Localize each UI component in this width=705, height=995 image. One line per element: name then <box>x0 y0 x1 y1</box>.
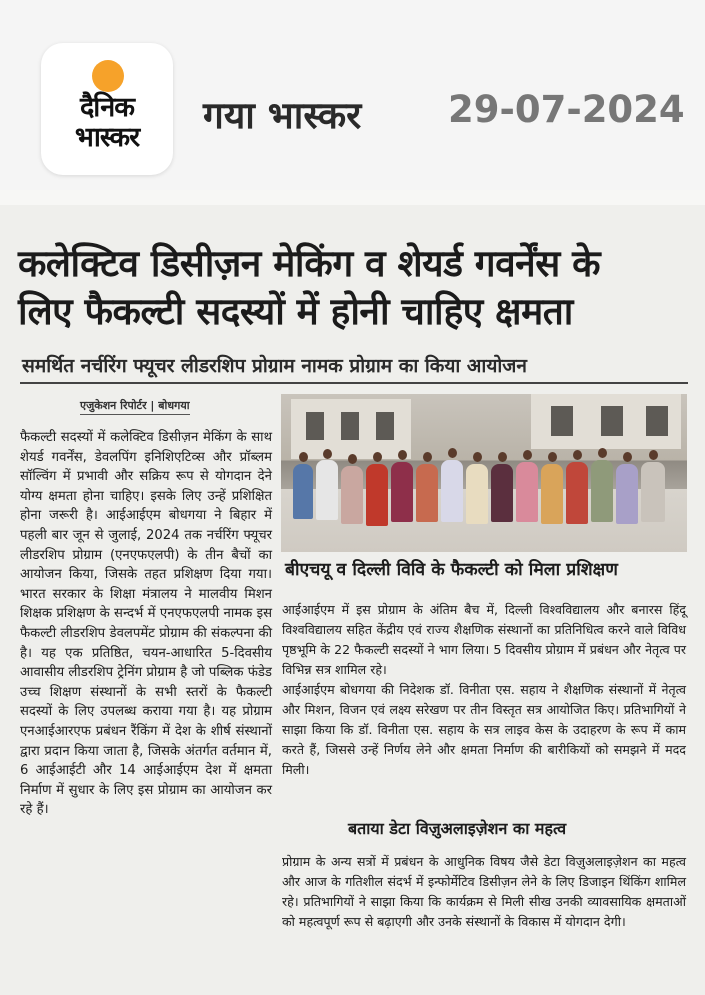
person-head <box>623 452 632 462</box>
right-column <box>282 600 686 780</box>
person-head <box>373 452 382 462</box>
person-head <box>398 450 407 460</box>
person <box>391 462 413 522</box>
building-window <box>341 412 359 440</box>
sub-headline: समर्थित नर्चरिंग फ्यूचर लीडरशिप प्रोग्राम नामक प्रोग्राम का किया आयोजन <box>22 355 527 377</box>
person <box>441 460 463 522</box>
person-head <box>423 452 432 462</box>
person-head <box>348 454 357 464</box>
person <box>293 464 313 519</box>
building-window <box>551 406 573 436</box>
building-window <box>646 406 668 436</box>
right-body-paragraph-2: आईआईएम बोधगया की निदेशक डॉ. विनीता एस. सहाय ने शैक्षणिक संस्थानों में नेतृत्व और मिशन, विजन एवं लक्ष्य सरेखण पर तीन विस्तृत सत्र आयोजित किए। प्रतिभागियों ने साझा किया कि डॉ. विनीता एस. सहाय के सत्र लाइव केस के उदाहरण के रूप में काम करते हैं, जिससे उन्हें निर्णय लेने और क्षमता निर्माण की बारीकियों को समझने में मदद मिली। <box>282 682 686 777</box>
person <box>491 464 513 522</box>
person-head <box>498 452 507 462</box>
section-subheading: बताया डेटा विज़ुअलाइज़ेशन का महत्व <box>348 819 567 838</box>
headline-line-1: कलेक्टिव डिसीज़न मेकिंग व शेयर्ड गवर्नेंस के <box>18 242 601 285</box>
divider <box>20 382 688 384</box>
person <box>591 460 613 522</box>
person <box>641 462 665 522</box>
person <box>341 466 363 524</box>
left-column <box>20 428 272 968</box>
person-head <box>473 452 482 462</box>
building-window <box>376 412 394 440</box>
person-head <box>323 449 332 459</box>
person <box>541 464 563 524</box>
group-photo <box>281 394 687 552</box>
person <box>466 464 488 524</box>
person-head <box>448 448 457 458</box>
right-body-paragraph-1: आईआईएम में इस प्रोग्राम के अंतिम बैच में, दिल्ली विश्वविद्यालय और बनारस हिंदू विश्वविद्यालय सहित केंद्रीय एवं राज्य शैक्षणिक संस्थानों का प्रतिनिधित्व करने वाले विविध पृष्ठभूमि के 22 फैकल्टी सदस्यों ने भाग लिया। 5 दिवसीय प्रोग्राम में प्रबंधन और नेतृत्व पर विभिन्न सत्र शामिल रहे। <box>282 602 686 677</box>
person <box>316 460 338 520</box>
person-head <box>548 452 557 462</box>
byline: एजुकेशन रिपोर्टर | बोधगया <box>80 398 190 415</box>
building-window <box>601 406 623 436</box>
person <box>366 464 388 526</box>
person <box>416 464 438 522</box>
edition-title: गया भास्कर <box>203 94 362 137</box>
edition-date: 29-07-2024 <box>448 88 685 131</box>
dainik-bhaskar-logo <box>41 43 173 175</box>
logo-text-dainik: दैनिक <box>79 92 135 123</box>
headline-line-2: लिए फैकल्टी सदस्यों में होनी चाहिए क्षमता <box>18 290 573 333</box>
sun-logo-icon <box>92 60 124 92</box>
person-head <box>573 450 582 460</box>
right-column-lower <box>282 852 686 932</box>
person-head <box>299 452 308 462</box>
person <box>616 464 638 524</box>
photo-caption: बीएचयू व दिल्ली विवि के फैकल्टी को मिला प्रशिक्षण <box>285 560 618 580</box>
building-window <box>306 412 324 440</box>
left-body-text: फैकल्टी सदस्यों में कलेक्टिव डिसीज़न मेकिंग के साथ शेयर्ड गवर्नेंस, डेवलपिंग इनिशिएटिव्स और प्रॉब्लम सॉल्विंग में प्रभावी और सक्रिय रूप से योगदान देने योग्य क्षमता होना चाहिए। इसके लिए उन्हें प्रशिक्षित होना जरूरी है। आईआईएम बोधगया ने बिहार में पहली बार जून से जुलाई, 2024 तक नर्चरिंग फ्यूचर लीडरशिप प्रोग्राम (एनएफएलपी) के तीन बैचों का आयोजन किया, जिसके तहत प्रशिक्षण दिया गया। भारत सरकार के शिक्षा मंत्रालय ने मालवीय मिशन शिक्षक प्रशिक्षण के सन्दर्भ में एनएफएलपी नामक इस फैकल्टी लीडरशिप डेवलपमेंट प्रोग्राम की संकल्पना की है। यह एक प्रतिष्ठित, चयन-आधारित 5-दिवसीय आवासीय लीडरशिप ट्रेनिंग प्रोग्राम है जो पब्लिक फंडेड उच्च शिक्षण संस्थानों के सभी स्तरों के फैकल्टी सदस्यों के लिए उपलब्ध कराया गया है। यह प्रोग्राम एनआईआरएफ प्रबंधन रैंकिंग में देश के शीर्ष संस्थानों द्वारा प्रदान किया जाता है, जिसके अंतर्गत वर्तमान में, 6 आईआईटी और 14 आईआईएम देश में क्षमता निर्माण में सुधार के लिए इस प्रोग्राम का आयोजन कर रहे हैं। <box>20 430 272 818</box>
right-body-paragraph-3: प्रोग्राम के अन्य सत्रों में प्रबंधन के आधुनिक विषय जैसे डेटा विज़ुअलाइज़ेशन का महत्व और आज के गतिशील संदर्भ में इन्फोर्मेटिव डिसीज़न लेने के लिए डिजाइन थिंकिंग शामिल रहे। प्रतिभागियों ने साझा किया कि कार्यक्रम से मिली सीख उनकी व्यावसायिक क्षमताओं को महत्वपूर्ण रूप से बढ़ाएगी और उनके संस्थानों के विकास में योगदान देगी। <box>282 854 686 929</box>
person-head <box>649 450 658 460</box>
person-head <box>523 450 532 460</box>
person-head <box>598 448 607 458</box>
person <box>516 462 538 522</box>
logo-text-bhaskar: भास्कर <box>74 122 140 153</box>
person <box>566 462 588 524</box>
